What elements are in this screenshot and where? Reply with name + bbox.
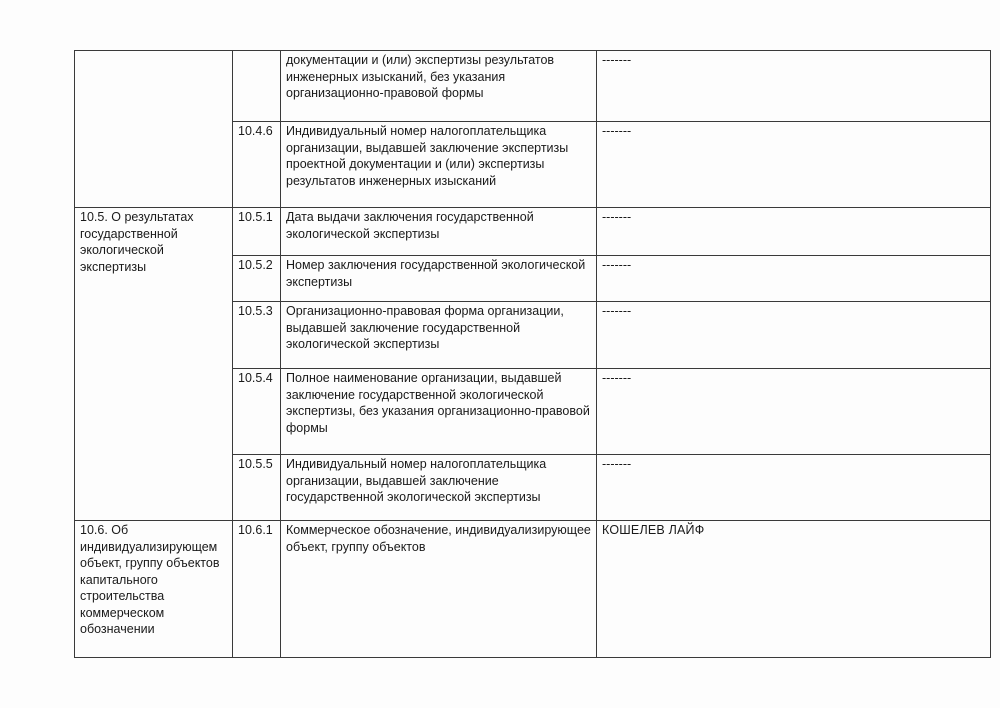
value-text: ------- <box>602 210 632 224</box>
table-row <box>75 51 991 122</box>
row-value <box>597 369 991 455</box>
row-number: 10.5.2 <box>233 256 281 302</box>
value-text: ------- <box>602 457 632 471</box>
row-value <box>597 302 991 369</box>
commercial-designation-value: КОШЕЛЕВ ЛАЙФ <box>597 521 991 658</box>
table-row <box>75 208 991 256</box>
section-title-10-5: 10.5. О результатах государственной экологической экспертизы <box>75 208 233 521</box>
row-description: Дата выдачи заключения государственной экологической экспертизы <box>281 208 597 256</box>
value-text: ------- <box>602 124 632 138</box>
row-description: документации и (или) экспертизы результатов инженерных изысканий, без указания организационно-правовой формы <box>281 51 597 122</box>
row-number: 10.6.1 <box>233 521 281 658</box>
row-value <box>597 256 991 302</box>
section-cell-10-4 <box>75 51 233 208</box>
value-text: ------- <box>602 53 632 67</box>
row-number <box>233 51 281 122</box>
value-text: ------- <box>602 304 632 318</box>
row-value <box>597 51 991 122</box>
row-description: Индивидуальный номер налогоплательщика организации, выдавшей заключение экспертизы проектной документации и (или) экспертизы результатов инженерных изысканий <box>281 122 597 208</box>
row-description: Полное наименование организации, выдавшей заключение государственной экологической экспертизы, без указания организационно-правовой формы <box>281 369 597 455</box>
row-number: 10.4.6 <box>233 122 281 208</box>
row-value <box>597 122 991 208</box>
row-number: 10.5.5 <box>233 455 281 521</box>
row-description: Индивидуальный номер налогоплательщика организации, выдавшей заключение государственной экологической экспертизы <box>281 455 597 521</box>
row-description: Организационно-правовая форма организации, выдавшей заключение государственной экологической экспертизы <box>281 302 597 369</box>
row-number: 10.5.3 <box>233 302 281 369</box>
section-title-10-6: 10.6. Об индивидуализирующем объект, группу объектов капитального строительства коммерческом обозначении <box>75 521 233 658</box>
row-number: 10.5.1 <box>233 208 281 256</box>
value-text: ------- <box>602 258 632 272</box>
table-row <box>75 521 991 658</box>
row-number: 10.5.4 <box>233 369 281 455</box>
declaration-table <box>74 50 991 658</box>
row-description: Номер заключения государственной экологической экспертизы <box>281 256 597 302</box>
value-text: ------- <box>602 371 632 385</box>
row-description: Коммерческое обозначение, индивидуализирующее объект, группу объектов <box>281 521 597 658</box>
row-value <box>597 208 991 256</box>
row-value <box>597 455 991 521</box>
